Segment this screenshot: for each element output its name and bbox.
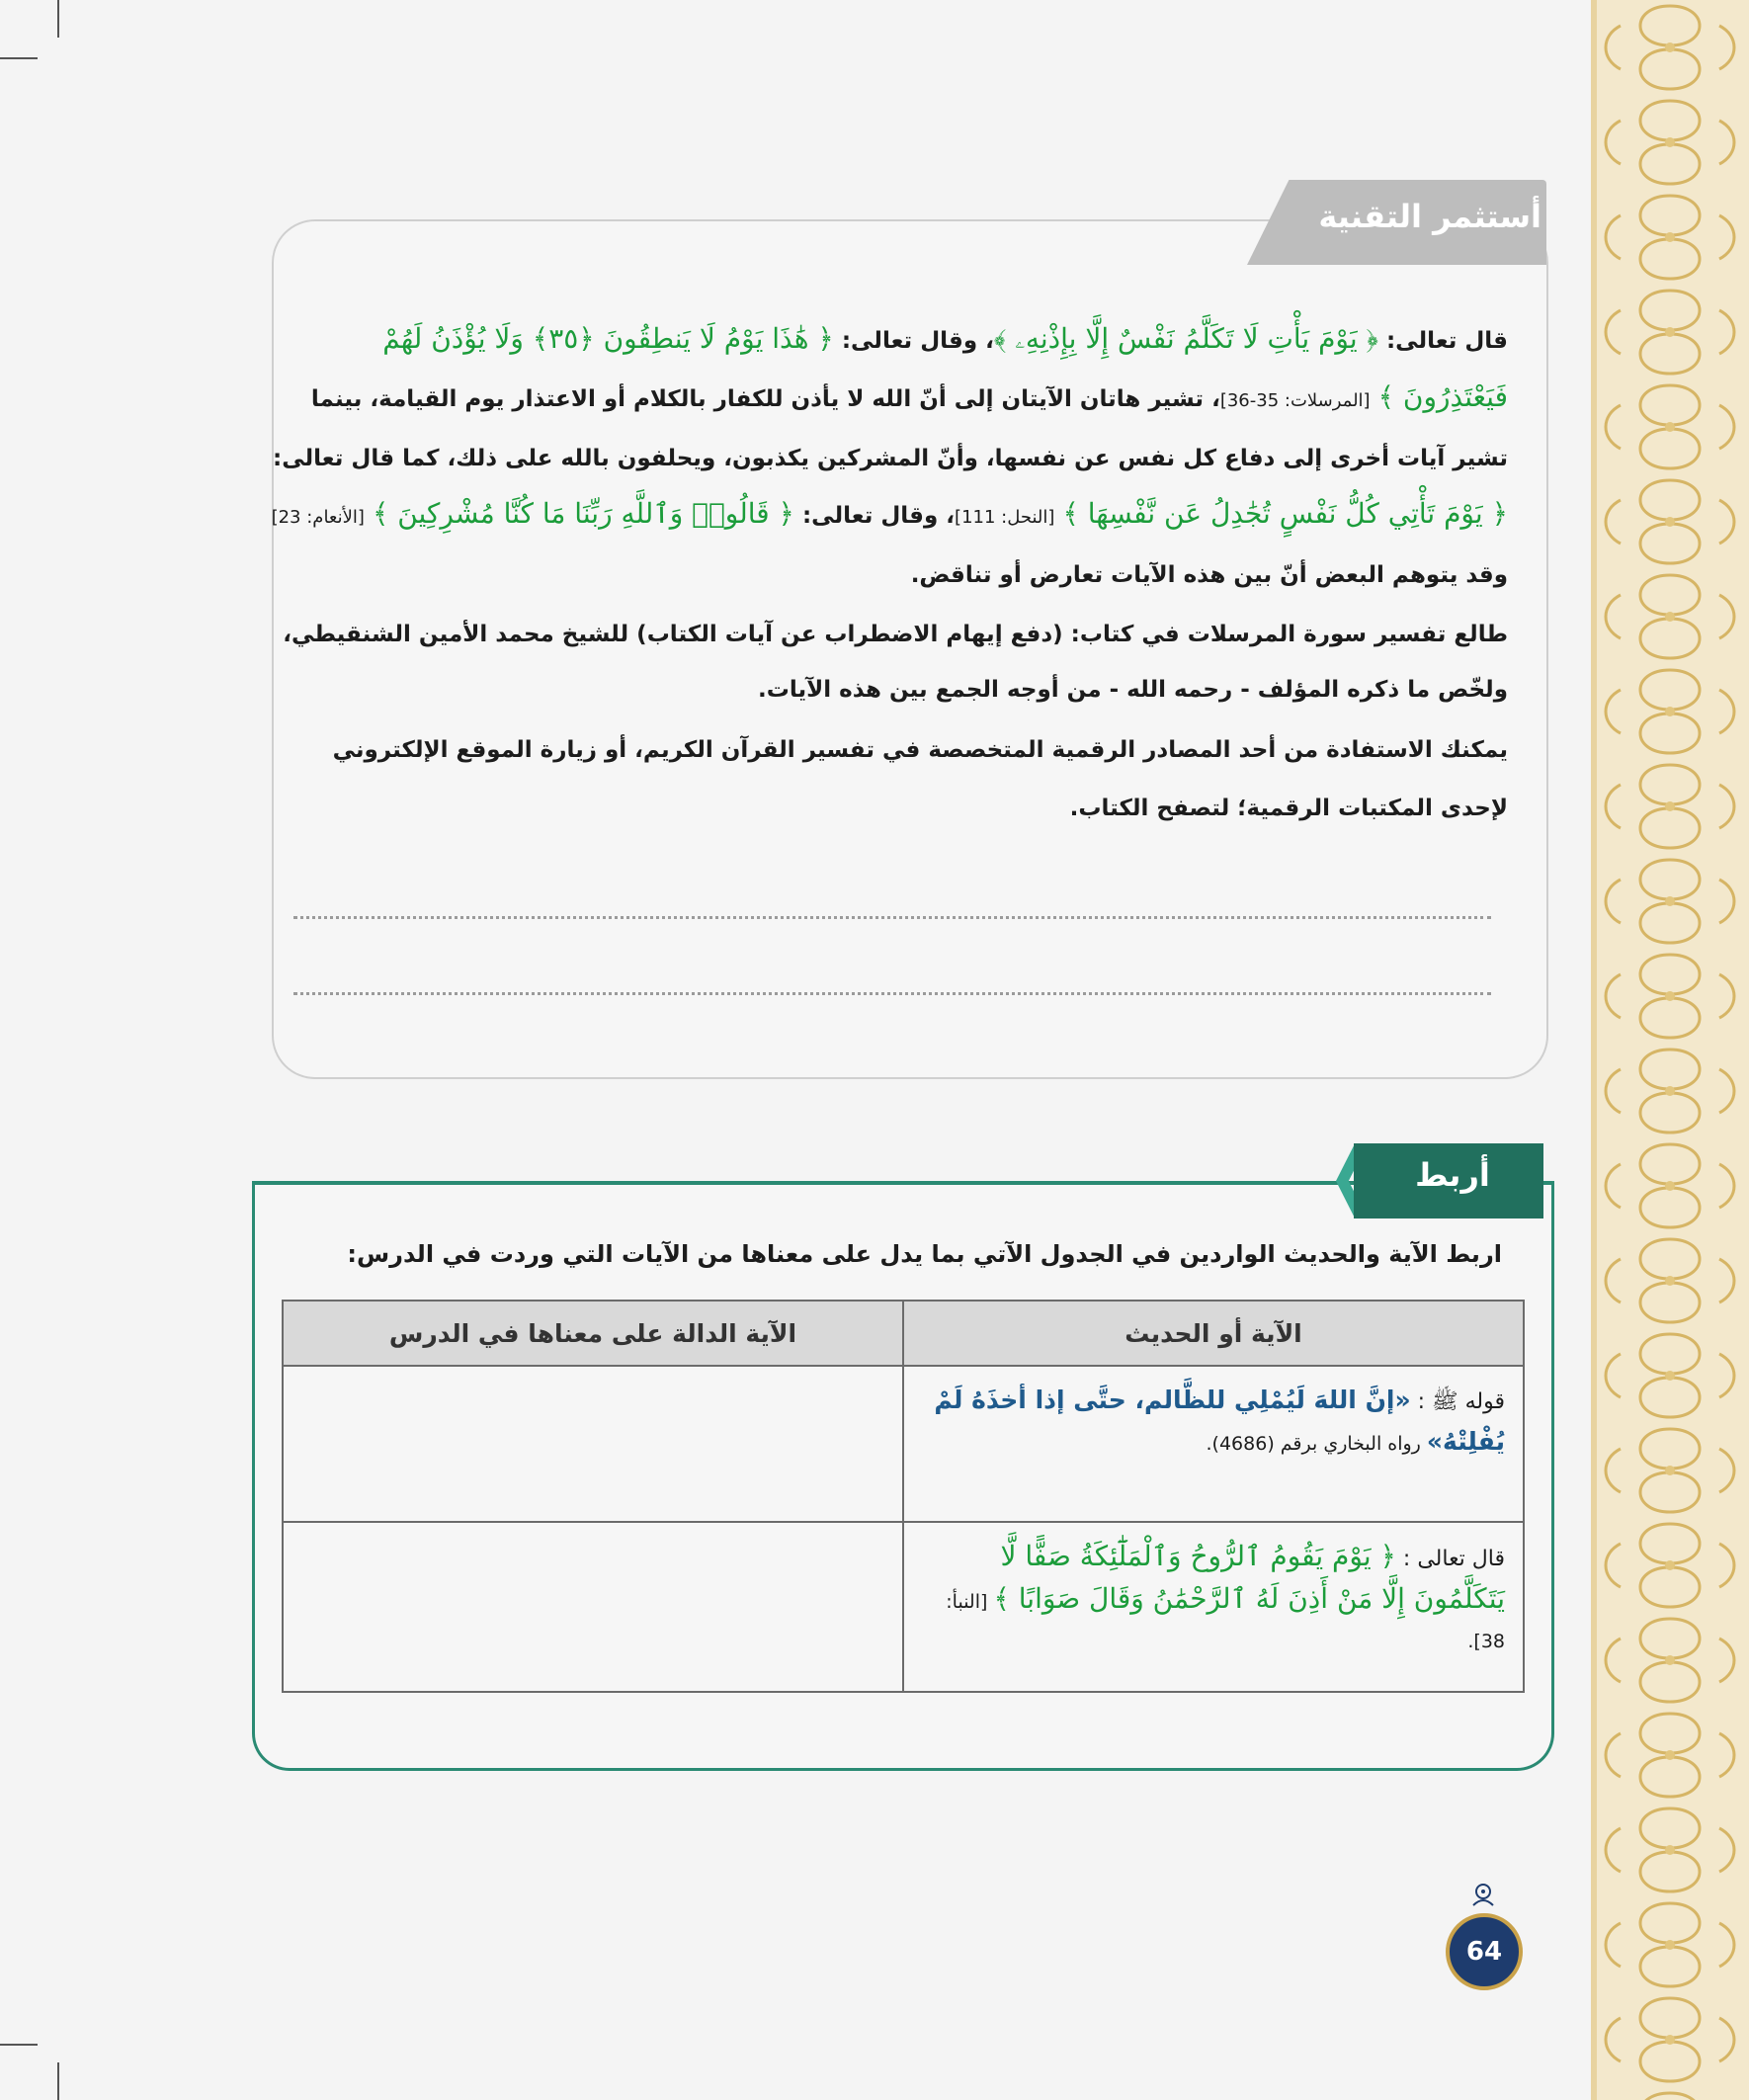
answer-cell[interactable] — [283, 1522, 903, 1692]
crop-mark — [0, 2044, 38, 2046]
col-header-source: الآية أو الحديث — [903, 1301, 1524, 1366]
verse-reference: [النبأ: 38]. — [946, 1591, 1505, 1652]
answer-cell[interactable] — [283, 1366, 903, 1522]
crop-mark — [57, 0, 59, 38]
quran-verse: ﴿ هَٰذَا يَوْمُ لَا يَنطِقُونَ ﴿٣٥﴾ وَلَا يُؤْذَنُ لَهُمْ — [382, 322, 834, 355]
link-instruction: اربط الآية والحديث الواردين في الجدول الآتي بما يدل على معناها من الآيات التي وردت في الدرس: — [347, 1240, 1502, 1268]
invest-line-7: ولخّص ما ذكره المؤلف - رحمه الله - من أوجه الجمع بين هذه الآيات. — [758, 677, 1508, 703]
verse-reference: [الأنعام: 23] — [271, 507, 365, 528]
ornament-icon — [1469, 1882, 1497, 1911]
quran-verse: ﴿ يَوْمَ تَأْتِي كُلُّ نَفْسٍ تُجَٰدِلُ عَن نَّفْسِهَا ﴾ — [1062, 497, 1508, 530]
matching-table — [282, 1300, 1525, 1693]
verse-reference: [النحل: 111] — [955, 507, 1055, 528]
quran-verse: ﴿ يَوْمَ يَقُومُ ٱلرُّوحُ وَٱلْمَلَٰٓئِكَةُ صَفًّا لَّا يَتَكَلَّمُونَ إِلَّا مَنْ أَذِنَ لَهُ ٱلرَّحْمَٰنُ وَقَالَ صَوَابًا ﴾ — [993, 1540, 1505, 1615]
source-cell-verse — [903, 1522, 1524, 1692]
text: ، وقال تعالى: — [793, 503, 956, 529]
quran-verse: فَيَعْتَذِرُونَ ﴾ — [1377, 380, 1508, 413]
invest-line-8: يمكنك الاستفادة من أحد المصادر الرقمية المتخصصة في تفسير القرآن الكريم، أو زيارة الموقع الإلكتروني — [332, 737, 1508, 763]
invest-line-2 — [310, 380, 1508, 416]
invest-line-6: طالع تفسير سورة المرسلات في كتاب: (دفع إيهام الاضطراب عن آيات الكتاب) للشيخ محمد الأمين الشنقيطي، — [283, 622, 1508, 647]
text: قال تعالى : — [1395, 1547, 1505, 1571]
hadith-reference: رواه البخاري برقم (4686). — [1206, 1433, 1427, 1455]
source-cell-hadith — [903, 1366, 1524, 1522]
text: قوله ﷺ : — [1410, 1389, 1505, 1414]
quran-verse: ﴿ يَوْمَ يَأْتِ لَا تَكَلَّمُ نَفْسٌ إِلَّا بِإِذْنِهِۦ ﴾ — [993, 322, 1378, 355]
answer-line[interactable] — [293, 992, 1491, 995]
quran-verse: ﴿ قَالُوا۟ وَٱللَّهِ رَبِّنَا مَا كُنَّا مُشْرِكِينَ ﴾ — [372, 497, 794, 530]
answer-line[interactable] — [293, 916, 1491, 919]
invest-line-1 — [314, 324, 1508, 356]
table-header-row — [283, 1301, 1524, 1366]
link-title: أربط — [1415, 1156, 1490, 1194]
text: ، وقال تعالى: — [833, 328, 994, 354]
invest-line-3: تشير آيات أخرى إلى دفاع كل نفس عن نفسها، وأنّ المشركين يكذبون، ويحلفون بالله على ذلك، كما قال تعالى: — [273, 446, 1508, 471]
hadith-text: «إنَّ اللهَ لَيُمْلِي للظَّالم، حتَّى إذا أخذَهُ لَمْ يُفْلِتْهُ» — [934, 1386, 1505, 1456]
crop-mark — [0, 57, 38, 59]
invest-title: أستثمر التقنية — [1318, 198, 1541, 235]
verse-reference: [المرسلات: 35-36] — [1219, 390, 1371, 411]
table-row — [283, 1366, 1524, 1522]
table-row — [283, 1522, 1524, 1692]
invest-line-4 — [271, 497, 1508, 533]
page-number: 64 — [1446, 1913, 1523, 1990]
invest-line-5: وقد يتوهم البعض أنّ بين هذه الآيات تعارض أو تناقض. — [910, 562, 1508, 588]
col-header-target: الآية الدالة على معناها في الدرس — [283, 1301, 903, 1366]
decorative-border — [1591, 0, 1749, 2100]
invest-line-9: لإحدى المكتبات الرقمية؛ لتصفح الكتاب. — [1069, 796, 1508, 821]
crop-mark — [57, 2062, 59, 2100]
text: قال تعالى: — [1377, 328, 1508, 354]
text: ، تشير هاتان الآيتان إلى أنّ الله لا يأذن للكفار بالكلام أو الاعتذار يوم القيامة، بينما — [310, 386, 1220, 412]
